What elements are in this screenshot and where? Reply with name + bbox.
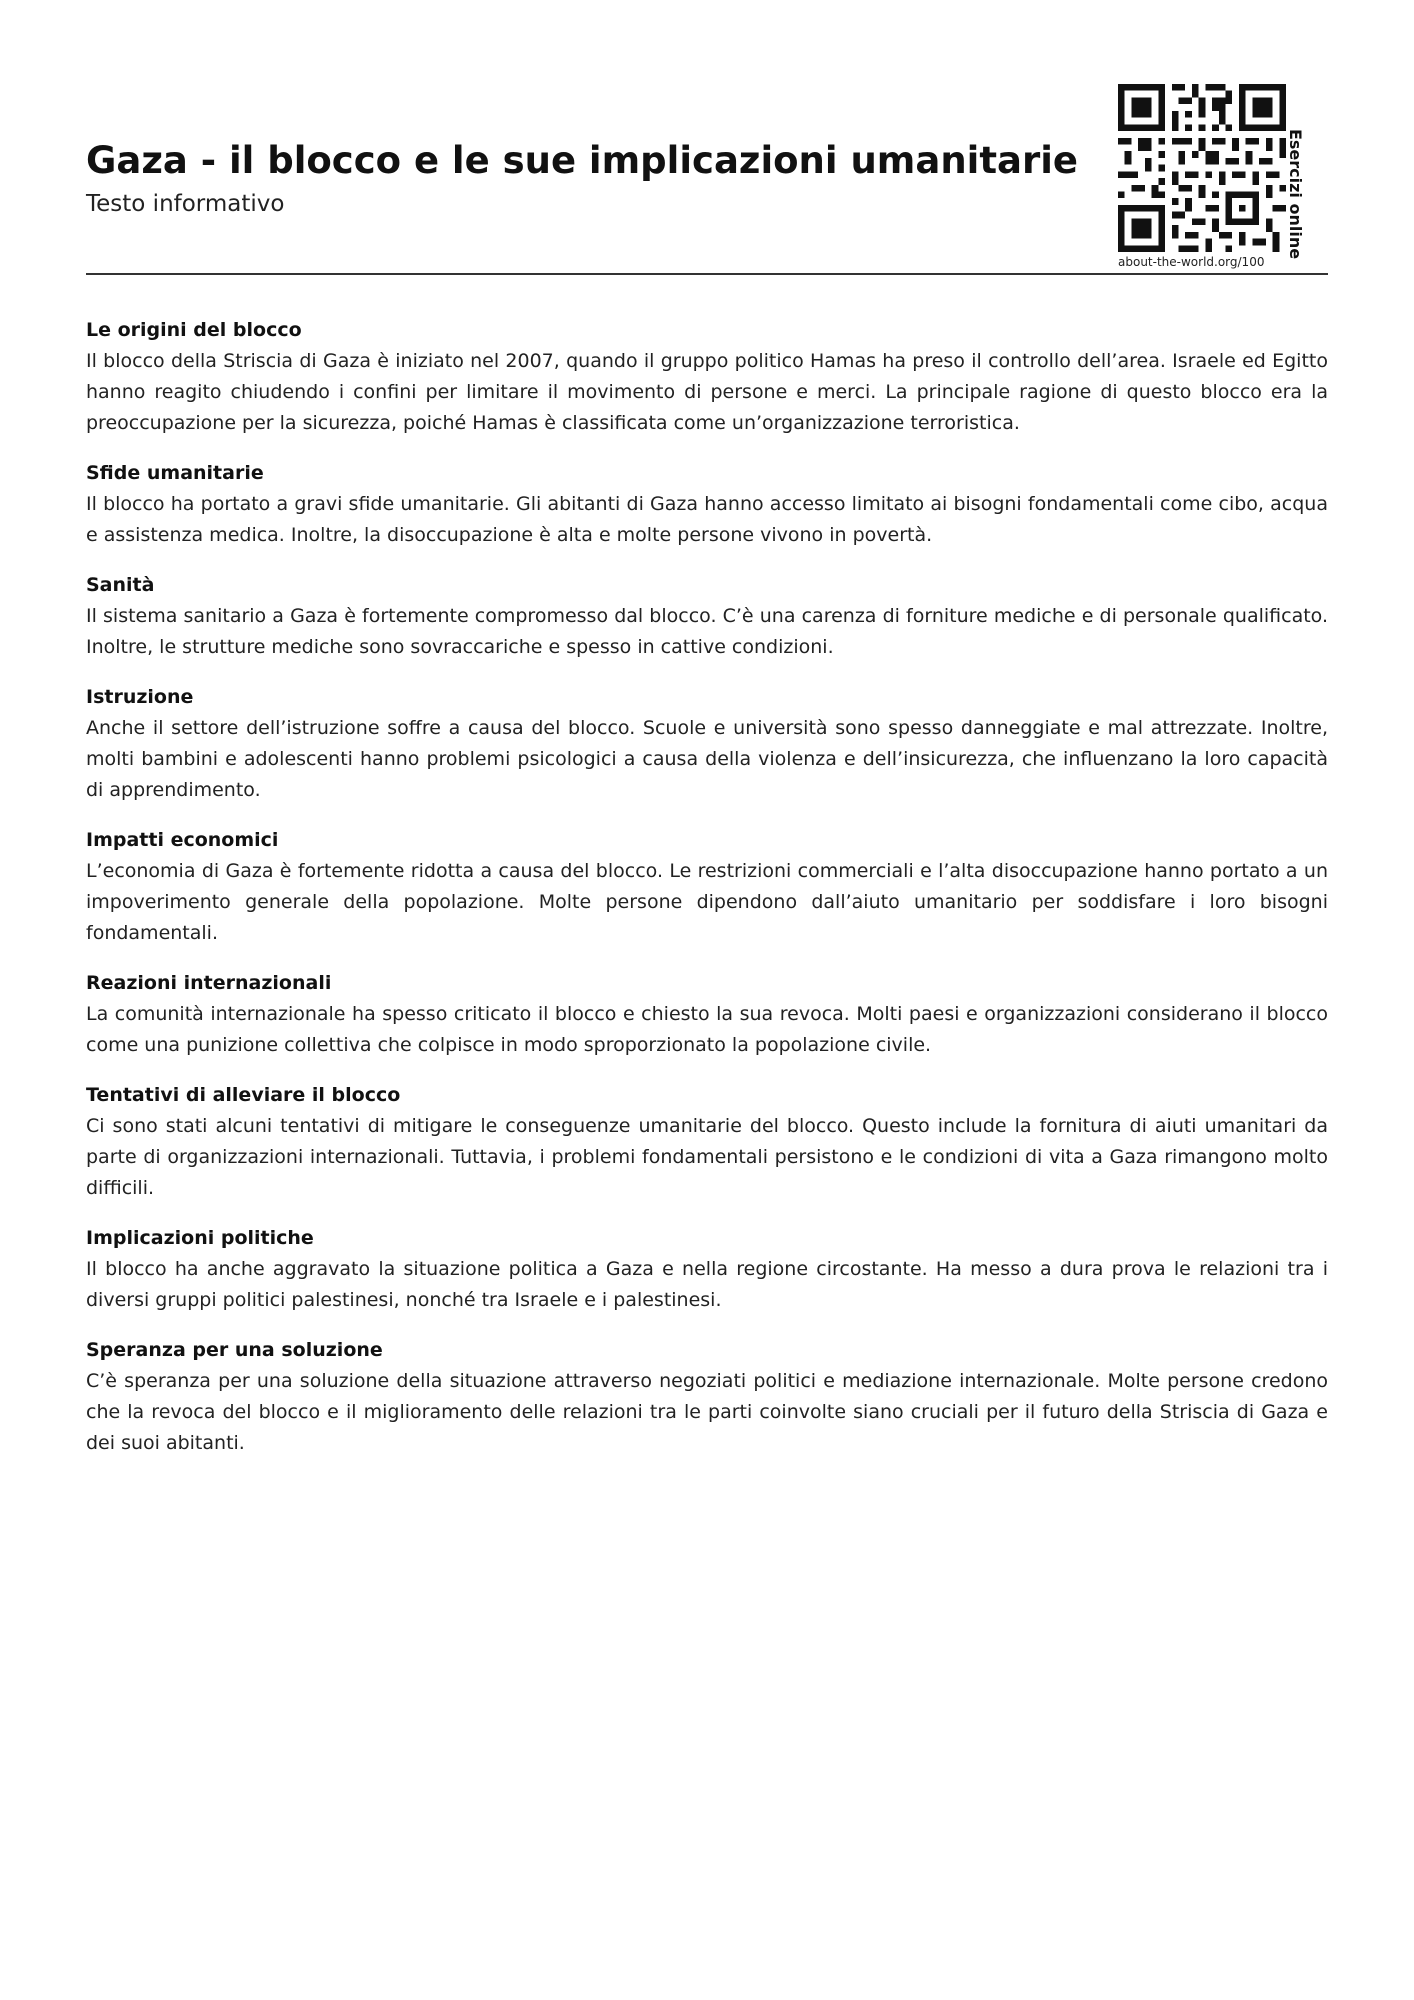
section-heading: Sfide umanitarie — [86, 462, 264, 484]
section-health — [86, 570, 1328, 663]
section-paragraph: Ci sono stati alcuni tentativi di mitigare le conseguenze umanitarie del blocco. Questo include la fornitura di aiuti umanitari da parte di organizzazioni internazionali. Tuttavia, i problemi fondamentali persistono e le condizioni di vita a Gaza rimangono molto difficili. — [86, 1115, 1328, 1199]
section-heading: Reazioni internazionali — [86, 972, 332, 994]
worksheet-page — [86, 0, 1328, 2000]
qr-code-icon[interactable] — [1118, 84, 1286, 252]
section-relief-attempts — [86, 1080, 1328, 1204]
section-paragraph: Il blocco ha anche aggravato la situazione politica a Gaza e nella regione circostante. Ha messo a dura prova le relazioni tra i diversi gruppi politici palestinesi, nonché tra Israele e i palestinesi. — [86, 1258, 1328, 1311]
section-heading: Istruzione — [86, 686, 194, 708]
section-heading: Tentativi di alleviare il blocco — [86, 1084, 401, 1106]
document-body — [86, 315, 1328, 1478]
section-paragraph: Il blocco della Striscia di Gaza è iniziato nel 2007, quando il gruppo politico Hamas ha preso il controllo dell’area. Israele ed Egitto hanno reagito chiudendo i confini per limitare il movimento di persone e merci. La principale ragione di questo blocco era la preoccupazione per la sicurezza, poiché Hamas è classificata come un’organizzazione terroristica. — [86, 350, 1328, 434]
page-subtitle: Testo informativo — [86, 191, 285, 217]
section-hope-for-solution — [86, 1335, 1328, 1459]
page-header — [86, 0, 1328, 276]
online-exercises-block[interactable] — [1118, 84, 1328, 274]
section-paragraph: Il sistema sanitario a Gaza è fortemente compromesso dal blocco. C’è una carenza di forniture mediche e di personale qualificato. Inoltre, le strutture mediche sono sovraccariche e spesso in cattive condizioni. — [86, 605, 1328, 658]
section-heading: Impatti economici — [86, 829, 279, 851]
section-paragraph: L’economia di Gaza è fortemente ridotta a causa del blocco. Le restrizioni commerciali e l’alta disoccupazione hanno portato a un impoverimento generale della popolazione. Molte persone dipendono dall’aiuto umanitario per soddisfare i loro bisogni fondamentali. — [86, 860, 1328, 944]
section-international-reactions — [86, 968, 1328, 1061]
section-paragraph: Il blocco ha portato a gravi sfide umanitarie. Gli abitanti di Gaza hanno accesso limitato ai bisogni fondamentali come cibo, acqua e assistenza medica. Inoltre, la disoccupazione è alta e molte persone vivono in povertà. — [86, 493, 1328, 546]
section-origins — [86, 315, 1328, 439]
section-political-implications — [86, 1223, 1328, 1316]
section-heading: Speranza per una soluzione — [86, 1339, 383, 1361]
section-heading: Implicazioni politiche — [86, 1227, 314, 1249]
page-title: Gaza - il blocco e le sue implicazioni umanitarie — [86, 139, 1079, 182]
qr-url[interactable]: about-the-world.org/100 — [1118, 255, 1265, 269]
header-divider — [86, 273, 1328, 275]
section-paragraph: Anche il settore dell’istruzione soffre a causa del blocco. Scuole e università sono spesso danneggiate e mal attrezzate. Inoltre, molti bambini e adolescenti hanno problemi psicologici a causa della violenza e dell’insicurezza, che influenzano la loro capacità di apprendimento. — [86, 717, 1328, 801]
section-heading: Sanità — [86, 574, 155, 596]
section-economic-impacts — [86, 825, 1328, 949]
section-education — [86, 682, 1328, 806]
section-humanitarian-challenges — [86, 458, 1328, 551]
section-paragraph: La comunità internazionale ha spesso criticato il blocco e chiesto la sua revoca. Molti paesi e organizzazioni considerano il blocco come una punizione collettiva che colpisce in modo sproporzionato la popolazione civile. — [86, 1003, 1328, 1056]
online-exercises-label-text: Esercizi online — [1286, 128, 1305, 260]
section-paragraph: C’è speranza per una soluzione della situazione attraverso negoziati politici e mediazione internazionale. Molte persone credono che la revoca del blocco e il miglioramento delle relazioni tra le parti coinvolte siano cruciali per il futuro della Striscia di Gaza e dei suoi abitanti. — [86, 1370, 1328, 1454]
section-heading: Le origini del blocco — [86, 319, 302, 341]
